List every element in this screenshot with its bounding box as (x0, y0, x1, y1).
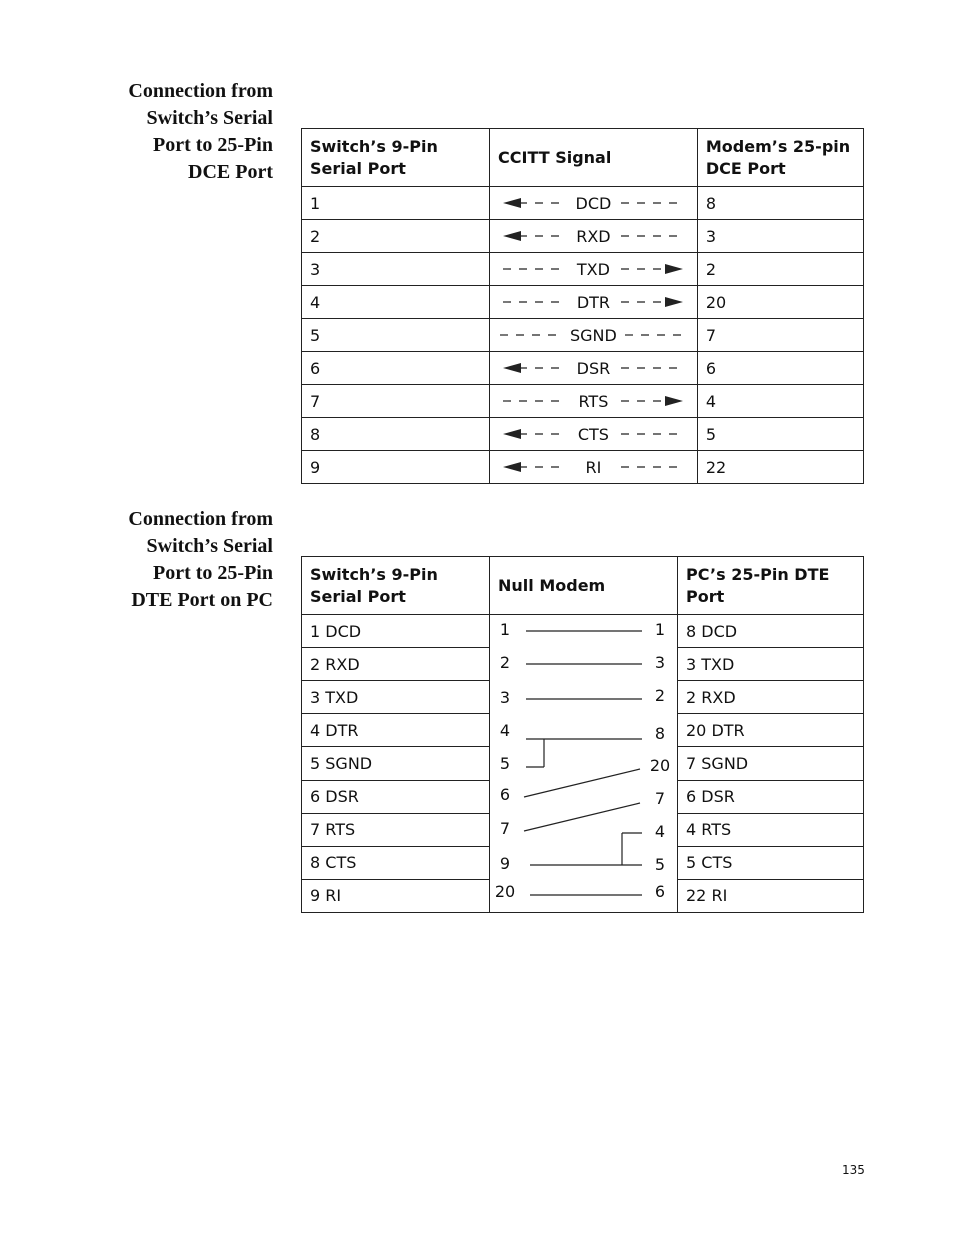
ccitt-signal-cell (490, 352, 698, 385)
section2-title (73, 506, 273, 614)
null-modem-right-pin: 1 (654, 620, 666, 639)
switch-pin-cell: 9 (302, 451, 490, 484)
ccitt-signal-cell (490, 286, 698, 319)
dce-table-body (302, 187, 864, 484)
signal-label: TXD (576, 259, 610, 279)
arrow-left-icon (501, 196, 567, 210)
ccitt-signal-cell (490, 319, 698, 352)
dashed-line-icon (619, 229, 685, 243)
table-row (302, 451, 864, 484)
section1-title-line: DCE Port (188, 161, 273, 183)
ccitt-signal-cell (490, 451, 698, 484)
null-modem-wiring-diagram (490, 615, 677, 912)
null-modem-left-pin: 6 (499, 785, 511, 804)
pc-pin-cell: 3 TXD (678, 648, 864, 681)
pc-pin-cell: 4 RTS (678, 813, 864, 846)
page-number: 135 (842, 1163, 865, 1177)
section1-title-line: Port to 25-Pin (153, 134, 273, 156)
null-modem-right-pin: 2 (654, 686, 666, 705)
signal-label: DSR (576, 358, 611, 378)
switch-pin-cell: 6 (302, 352, 490, 385)
null-modem-left-pin: 1 (499, 620, 511, 639)
ccitt-signal-cell (490, 220, 698, 253)
section2-title-line: Port to 25-Pin (153, 562, 273, 584)
pc-pin-cell: 22 RI (678, 879, 864, 912)
table-header-row (302, 129, 864, 187)
section2-title-line: Connection from (128, 508, 273, 530)
ccitt-signal-cell (490, 418, 698, 451)
dashed-line-icon (498, 328, 564, 342)
ccitt-signal-cell (490, 385, 698, 418)
switch-pin-cell: 8 (302, 418, 490, 451)
pc-pin-cell: 5 CTS (678, 846, 864, 879)
null-modem-right-pin: 8 (654, 724, 666, 743)
signal-label: CTS (577, 424, 609, 444)
modem-pin-cell: 3 (697, 220, 863, 253)
arrow-left-icon (501, 427, 567, 441)
switch-pin-cell: 6 DSR (302, 780, 490, 813)
dashed-line-icon (619, 427, 685, 441)
modem-pin-cell: 8 (697, 187, 863, 220)
header-switch-port: Switch’s 9-Pin Serial Port (302, 557, 490, 615)
wire-6-20 (524, 769, 640, 797)
signal-label: RI (585, 457, 602, 477)
section1-title-line: Switch’s Serial (146, 107, 273, 129)
dashed-line-icon (619, 361, 685, 375)
modem-pin-cell: 5 (697, 418, 863, 451)
null-modem-right-pin: 4 (654, 822, 666, 841)
signal-label: DTR (576, 292, 611, 312)
ccitt-signal-cell (490, 187, 698, 220)
pc-pin-cell: 20 DTR (678, 714, 864, 747)
arrow-right-icon (619, 394, 685, 408)
pc-pin-cell: 2 RXD (678, 681, 864, 714)
table-row (302, 385, 864, 418)
table-row (302, 253, 864, 286)
signal-label: SGND (570, 325, 617, 345)
switch-pin-cell: 4 (302, 286, 490, 319)
header-null-modem: Null Modem (490, 557, 678, 615)
switch-pin-cell: 1 (302, 187, 490, 220)
null-modem-left-pin: 3 (499, 688, 511, 707)
null-modem-left-pin: 20 (494, 882, 516, 901)
switch-pin-cell: 2 RXD (302, 648, 490, 681)
table-row (302, 319, 864, 352)
switch-pin-cell: 5 SGND (302, 747, 490, 780)
null-modem-right-pin: 5 (654, 855, 666, 874)
signal-label: DCD (575, 193, 612, 213)
null-modem-right-pin: 7 (654, 789, 666, 808)
signal-label: RTS (578, 391, 609, 411)
switch-pin-cell: 3 TXD (302, 681, 490, 714)
switch-pin-cell: 7 (302, 385, 490, 418)
dce-connection-table (301, 128, 864, 484)
table-row (302, 418, 864, 451)
ccitt-signal-cell (490, 253, 698, 286)
table-row (302, 220, 864, 253)
null-modem-wiring-cell (490, 615, 678, 913)
switch-pin-cell: 9 RI (302, 879, 490, 912)
arrow-right-icon (619, 295, 685, 309)
arrow-left-icon (501, 460, 567, 474)
section2-title-line: DTE Port on PC (131, 589, 273, 611)
arrow-left-icon (501, 229, 567, 243)
wire-7-7 (524, 803, 640, 831)
dashed-line-icon (501, 394, 567, 408)
table-row (302, 286, 864, 319)
switch-pin-cell: 4 DTR (302, 714, 490, 747)
null-modem-left-pin: 5 (499, 754, 511, 773)
null-modem-right-pin: 20 (649, 756, 671, 775)
modem-pin-cell: 20 (697, 286, 863, 319)
modem-pin-cell: 6 (697, 352, 863, 385)
dashed-line-icon (619, 460, 685, 474)
modem-pin-cell: 2 (697, 253, 863, 286)
null-modem-right-pin: 6 (654, 882, 666, 901)
dte-table-body (302, 615, 864, 913)
section2-title-line: Switch’s Serial (146, 535, 273, 557)
dashed-line-icon (619, 196, 685, 210)
section1-title-line: Connection from (128, 80, 273, 102)
modem-pin-cell: 7 (697, 319, 863, 352)
header-pc-port: PC’s 25-Pin DTE Port (678, 557, 864, 615)
switch-pin-cell: 5 (302, 319, 490, 352)
null-modem-left-pin: 2 (499, 653, 511, 672)
dashed-line-icon (501, 262, 567, 276)
switch-pin-cell: 8 CTS (302, 846, 490, 879)
dashed-line-icon (623, 328, 689, 342)
switch-pin-cell: 2 (302, 220, 490, 253)
signal-label: RXD (576, 226, 611, 246)
pc-pin-cell: 7 SGND (678, 747, 864, 780)
dashed-line-icon (501, 295, 567, 309)
table-header-row (302, 557, 864, 615)
switch-pin-cell: 3 (302, 253, 490, 286)
arrow-left-icon (501, 361, 567, 375)
table-row (302, 187, 864, 220)
switch-pin-cell: 1 DCD (302, 615, 490, 648)
null-modem-left-pin: 7 (499, 819, 511, 838)
switch-pin-cell: 7 RTS (302, 813, 490, 846)
modem-pin-cell: 22 (697, 451, 863, 484)
modem-pin-cell: 4 (697, 385, 863, 418)
pc-pin-cell: 8 DCD (678, 615, 864, 648)
table-row (302, 615, 864, 648)
header-ccitt-signal: CCITT Signal (490, 129, 698, 187)
null-modem-left-pin: 9 (499, 854, 511, 873)
section1-title (73, 78, 273, 186)
null-modem-right-pin: 3 (654, 653, 666, 672)
dte-connection-table (301, 556, 864, 913)
pc-pin-cell: 6 DSR (678, 780, 864, 813)
null-modem-left-pin: 4 (499, 721, 511, 740)
header-modem-port: Modem’s 25-pin DCE Port (697, 129, 863, 187)
header-switch-port: Switch’s 9-Pin Serial Port (302, 129, 490, 187)
arrow-right-icon (619, 262, 685, 276)
table-row (302, 352, 864, 385)
